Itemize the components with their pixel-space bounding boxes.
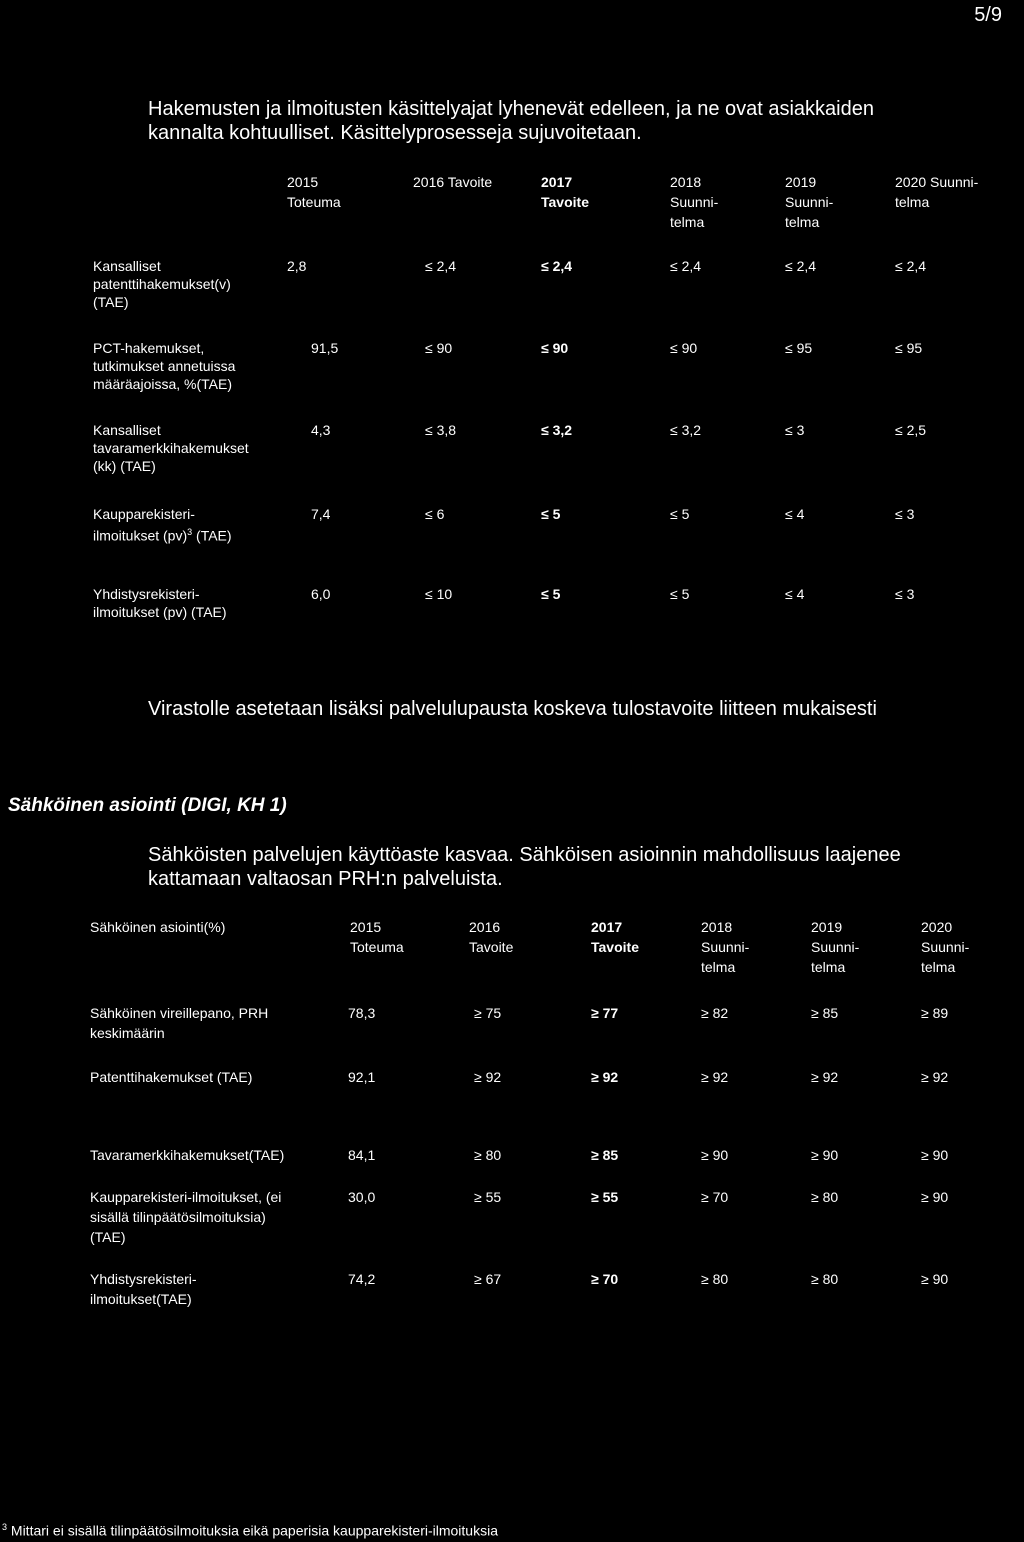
table1-col-header bbox=[895, 172, 978, 212]
table1-cell: ≤ 2,5 bbox=[895, 422, 927, 438]
table2-cell: ≥ 90 bbox=[811, 1147, 839, 1163]
table1-cell: ≤ 90 bbox=[425, 340, 453, 356]
table1-cell: ≤ 3 bbox=[895, 586, 915, 602]
table1-cell: ≤ 90 bbox=[670, 340, 698, 356]
table2-cell: 92,1 bbox=[348, 1069, 376, 1085]
table1-col-header bbox=[287, 172, 341, 212]
text: 2016 Tavoite bbox=[413, 174, 493, 190]
table2-cell: 30,0 bbox=[348, 1189, 376, 1205]
table2-cell: ≥ 82 bbox=[701, 1005, 729, 1021]
table1-cell: 7,4 bbox=[311, 506, 331, 522]
table1-cell: ≤ 2,4 bbox=[425, 258, 457, 274]
table2-col-header bbox=[921, 917, 969, 977]
table1-cell: ≤ 4 bbox=[785, 506, 805, 522]
text: Toteuma bbox=[287, 194, 341, 210]
table2-cell: ≥ 80 bbox=[701, 1271, 729, 1287]
table2-cell: ≥ 92 bbox=[921, 1069, 949, 1085]
table2-cell: ≥ 92 bbox=[474, 1069, 502, 1085]
text: keskimäärin bbox=[90, 1025, 165, 1041]
table2-row-label bbox=[90, 1003, 322, 1043]
text: 2020 Suunni- bbox=[895, 174, 979, 190]
text: (TAE) bbox=[93, 294, 129, 310]
table1-cell: ≤ 5 bbox=[541, 506, 561, 522]
text: ilmoitukset (pv) bbox=[93, 527, 188, 544]
footnote-ref: 3 bbox=[187, 527, 193, 537]
table1-cell: ≤ 4 bbox=[785, 586, 805, 602]
service-note: Virastolle asetetaan lisäksi palvelulupausta koskeva tulostavoite liitteen mukaisesti bbox=[148, 698, 877, 720]
text: Suunni- bbox=[811, 939, 860, 955]
text: telma bbox=[670, 214, 705, 230]
text: telma bbox=[811, 959, 846, 975]
table2-row-label bbox=[90, 1067, 322, 1087]
table2-cell: ≥ 55 bbox=[591, 1189, 619, 1205]
table2-cell: ≥ 67 bbox=[474, 1271, 502, 1287]
text: 2019 bbox=[785, 174, 817, 190]
table2-cell: 74,2 bbox=[348, 1271, 376, 1287]
text: Suunni- bbox=[701, 939, 750, 955]
table1-col-header bbox=[541, 172, 589, 212]
text: Kansalliset bbox=[93, 422, 161, 438]
text: Tavoite bbox=[541, 194, 589, 210]
text: 2015 bbox=[287, 174, 319, 190]
table1-cell: ≤ 2,4 bbox=[670, 258, 702, 274]
table1-row-label bbox=[93, 339, 283, 393]
table2-row-label bbox=[90, 1269, 322, 1309]
table1-cell: ≤ 10 bbox=[425, 586, 453, 602]
text: Suunni- bbox=[785, 194, 834, 210]
table1-row-label bbox=[93, 505, 293, 545]
text: 2017 bbox=[541, 174, 573, 190]
table1-cell: 2,8 bbox=[287, 258, 307, 274]
table1-cell: ≤ 3,8 bbox=[425, 422, 457, 438]
intro-paragraph bbox=[148, 97, 874, 145]
table2-cell: 84,1 bbox=[348, 1147, 376, 1163]
text: ilmoitukset (pv) (TAE) bbox=[93, 604, 227, 620]
text: Tavaramerkkihakemukset(TAE) bbox=[90, 1147, 285, 1163]
table1-cell: ≤ 3 bbox=[785, 422, 805, 438]
table1-cell: ≤ 95 bbox=[785, 340, 813, 356]
table1-row-label bbox=[93, 421, 283, 475]
text: Kansalliset bbox=[93, 258, 161, 274]
table2-cell: ≥ 92 bbox=[591, 1069, 619, 1085]
text: (kk) (TAE) bbox=[93, 458, 156, 474]
table2-col-header bbox=[701, 917, 749, 977]
table1-cell: ≤ 5 bbox=[541, 586, 561, 602]
table1-cell: ≤ 3,2 bbox=[541, 422, 573, 438]
table2-cell: ≥ 55 bbox=[474, 1189, 502, 1205]
table1-cell: ≤ 6 bbox=[425, 506, 445, 522]
text: 2017 bbox=[591, 919, 623, 935]
table1-cell: ≤ 95 bbox=[895, 340, 923, 356]
table1-cell: ≤ 2,4 bbox=[541, 258, 573, 274]
text: Yhdistysrekisteri- bbox=[90, 1271, 197, 1287]
section-intro-line-2: kattamaan valtaosan PRH:n palveluista. bbox=[148, 868, 503, 890]
text: patenttihakemukset(v) bbox=[93, 276, 231, 292]
text: Suunni- bbox=[670, 194, 719, 210]
table2-col-header bbox=[591, 917, 639, 957]
text: tavaramerkkihakemukset bbox=[93, 440, 249, 456]
text: telma bbox=[785, 214, 820, 230]
text: tutkimukset annetuissa bbox=[93, 358, 236, 374]
table1-cell: ≤ 5 bbox=[670, 506, 690, 522]
table2-row-label bbox=[90, 1145, 330, 1165]
text: 2020 bbox=[921, 919, 953, 935]
text: 2015 bbox=[350, 919, 382, 935]
text: 2018 bbox=[701, 919, 733, 935]
table1-col-header bbox=[670, 172, 718, 232]
table2-cell: ≥ 90 bbox=[701, 1147, 729, 1163]
table2-cell: ≥ 92 bbox=[811, 1069, 839, 1085]
section-intro-line-1: Sähköisten palvelujen käyttöaste kasvaa. Sähköisen asioinnin mahdollisuus laajenee bbox=[148, 844, 901, 866]
table1-row-label bbox=[93, 585, 293, 621]
table1-col-header bbox=[785, 172, 833, 232]
table1-cell: ≤ 3 bbox=[895, 506, 915, 522]
table1-cell: 91,5 bbox=[311, 340, 339, 356]
text: PCT-hakemukset, bbox=[93, 340, 205, 356]
text: 2016 bbox=[469, 919, 501, 935]
table1-cell: 6,0 bbox=[311, 586, 331, 602]
table2-cell: ≥ 85 bbox=[591, 1147, 619, 1163]
text: (TAE) bbox=[90, 1229, 126, 1245]
table1-cell: ≤ 3,2 bbox=[670, 422, 702, 438]
table1-cell: 4,3 bbox=[311, 422, 331, 438]
text: 2018 bbox=[670, 174, 702, 190]
table2-cell: ≥ 89 bbox=[921, 1005, 949, 1021]
text: ilmoitukset(TAE) bbox=[90, 1291, 192, 1307]
table1-cell: ≤ 2,4 bbox=[895, 258, 927, 274]
text: Toteuma bbox=[350, 939, 404, 955]
table2-cell: 78,3 bbox=[348, 1005, 376, 1021]
table2-header-label: Sähköinen asiointi(%) bbox=[90, 919, 226, 935]
text: telma bbox=[921, 959, 956, 975]
table2-cell: ≥ 90 bbox=[921, 1271, 949, 1287]
table2-cell: ≥ 92 bbox=[701, 1069, 729, 1085]
table2-col-header bbox=[811, 917, 859, 977]
table2-cell: ≥ 70 bbox=[591, 1271, 619, 1287]
text: (TAE) bbox=[196, 527, 232, 544]
table2-col-header bbox=[350, 917, 404, 957]
intro-line-2: kannalta kohtuulliset. Käsittelyprosesseja sujuvoitetaan. bbox=[148, 122, 642, 144]
table1-cell: ≤ 2,4 bbox=[785, 258, 817, 274]
table2-col-header bbox=[469, 917, 513, 957]
text: Tavoite bbox=[469, 939, 514, 955]
text: Patenttihakemukset (TAE) bbox=[90, 1069, 253, 1085]
table1-col-header bbox=[413, 172, 492, 192]
text: telma bbox=[895, 194, 930, 210]
table2-cell: ≥ 85 bbox=[811, 1005, 839, 1021]
table2-cell: ≥ 80 bbox=[811, 1189, 839, 1205]
footnote bbox=[2, 1522, 498, 1539]
text: määräajoissa, %(TAE) bbox=[93, 376, 233, 392]
table1-row-label bbox=[93, 257, 283, 311]
text: Kaupparekisteri-ilmoitukset, (ei bbox=[90, 1189, 282, 1205]
table2-cell: ≥ 90 bbox=[921, 1189, 949, 1205]
text: Yhdistysrekisteri- bbox=[93, 586, 200, 602]
text: sisällä tilinpäätösilmoituksia) bbox=[90, 1209, 266, 1225]
text: 2019 bbox=[811, 919, 843, 935]
section-intro bbox=[148, 843, 901, 891]
table1-cell: ≤ 5 bbox=[670, 586, 690, 602]
table2-cell: ≥ 80 bbox=[811, 1271, 839, 1287]
table2-row-label bbox=[90, 1187, 322, 1247]
table2-cell: ≥ 77 bbox=[591, 1005, 619, 1021]
footnote-text: Mittari ei sisällä tilinpäätösilmoituksia eikä paperisia kaupparekisteri-ilmoituksia bbox=[10, 1522, 498, 1539]
text: Sähköinen vireillepano, PRH bbox=[90, 1005, 269, 1021]
text: Tavoite bbox=[591, 939, 639, 955]
table2-cell: ≥ 90 bbox=[921, 1147, 949, 1163]
page-number: 5/9 bbox=[974, 4, 1002, 26]
intro-line-1: Hakemusten ja ilmoitusten käsittelyajat lyhenevät edelleen, ja ne ovat asiakkaiden bbox=[148, 98, 874, 120]
table2-cell: ≥ 80 bbox=[474, 1147, 502, 1163]
text: Kaupparekisteri- bbox=[93, 506, 195, 522]
table1-cell: ≤ 90 bbox=[541, 340, 569, 356]
table2-cell: ≥ 75 bbox=[474, 1005, 502, 1021]
text: Suunni- bbox=[921, 939, 970, 955]
footnote-marker: 3 bbox=[2, 1522, 8, 1532]
text: telma bbox=[701, 959, 736, 975]
table2-cell: ≥ 70 bbox=[701, 1189, 729, 1205]
section-heading: Sähköinen asiointi (DIGI, KH 1) bbox=[8, 795, 287, 816]
